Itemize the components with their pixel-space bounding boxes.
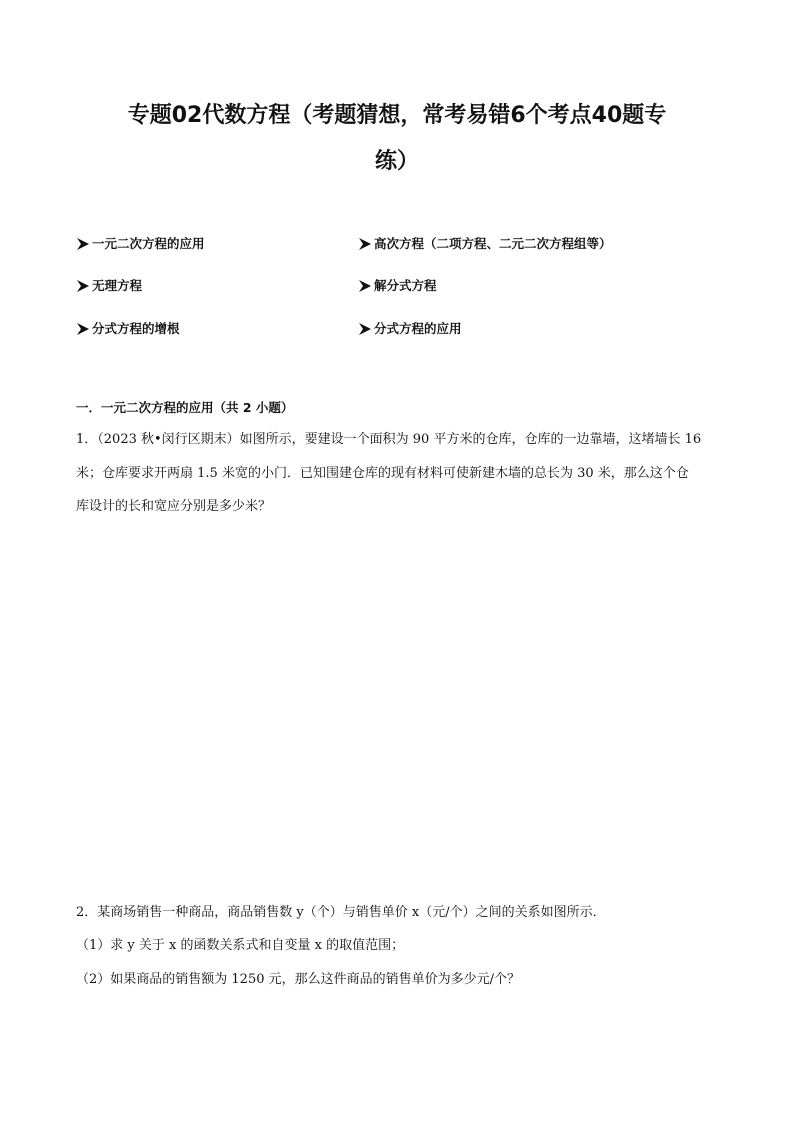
problem1-line2: 米；仓库要求开两扇 1.5 米宽的小门．已知围建仓库的现有材料可使新建木墙的总长为 30 米，那么这个仓 — [76, 466, 689, 481]
section-heading: 一．一元二次方程的应用（共 2 小题） — [76, 400, 294, 415]
toc-item-label: 分式方程的应用 — [374, 321, 462, 336]
toc-item-3 — [76, 276, 142, 296]
arrow-bullet-icon — [358, 237, 372, 251]
problem2-line3: （2）如果商品的销售额为 1250 元，那么这件商品的销售单价为多少元/个？ — [76, 972, 520, 987]
toc-item-label: 分式方程的增根 — [92, 321, 180, 336]
document-title-line2: 练） — [374, 149, 419, 174]
toc-item-4 — [358, 276, 437, 296]
problem1-line3: 库设计的长和宽应分别是多少米？ — [76, 499, 272, 514]
problem2-line1: 2．某商场销售一种商品，商品销售数 y（个）与销售单价 x（元/个）之间的关系如图所示． — [76, 905, 606, 920]
document-title-line1: 专题02代数方程（考题猜想，常考易错6个考点40题专 — [127, 103, 667, 128]
toc-item-2 — [358, 234, 612, 254]
toc-item-label: 高次方程（二项方程、二元二次方程组等） — [374, 236, 612, 251]
problem2-line2: （1）求 y 关于 x 的函数关系式和自变量 x 的取值范围； — [76, 938, 405, 953]
toc-item-6 — [358, 319, 462, 339]
arrow-bullet-icon — [358, 279, 372, 293]
arrow-bullet-icon — [76, 322, 90, 336]
toc-item-1 — [76, 234, 205, 254]
toc-item-label: 一元二次方程的应用 — [92, 236, 205, 251]
arrow-bullet-icon — [76, 279, 90, 293]
arrow-bullet-icon — [358, 322, 372, 336]
toc-item-label: 无理方程 — [92, 278, 143, 293]
problem1-line1: 1．（2023 秋•闵行区期末）如图所示，要建设一个面积为 90 平方米的仓库，仓库的一边靠墙，这堵墙长 16 — [76, 432, 702, 447]
toc-item-5 — [76, 319, 180, 339]
toc-item-label: 解分式方程 — [374, 278, 437, 293]
arrow-bullet-icon — [76, 237, 90, 251]
